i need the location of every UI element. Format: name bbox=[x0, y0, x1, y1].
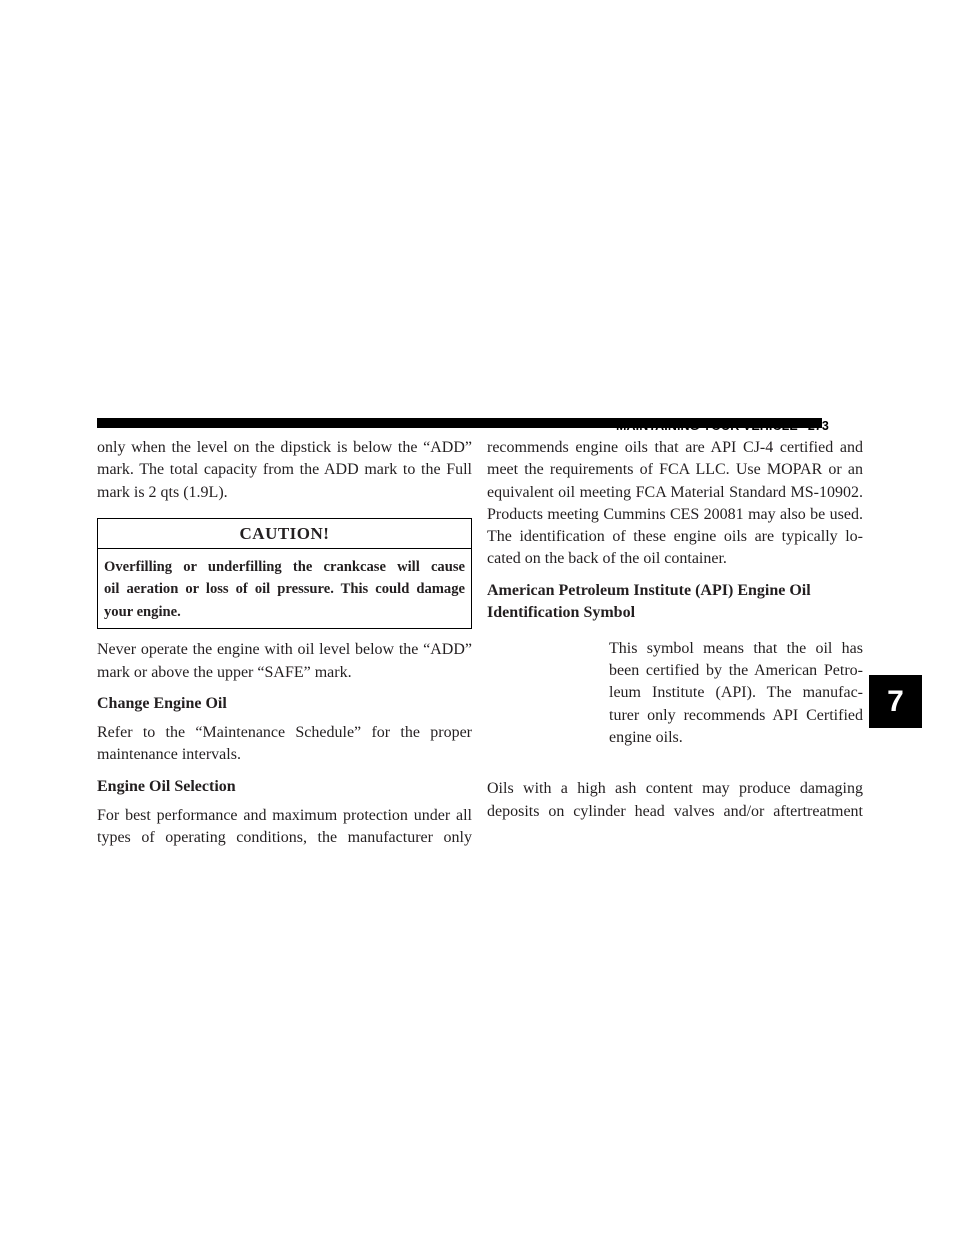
text-line: your engine. bbox=[104, 603, 181, 620]
text-line: Oils with a high ash content may produce damaging bbox=[487, 780, 863, 798]
continued-paragraph bbox=[487, 437, 863, 571]
text-line: cated on the back of the oil container. bbox=[487, 550, 727, 568]
change-oil-paragraph bbox=[97, 722, 472, 767]
never-operate-paragraph bbox=[97, 639, 472, 684]
oil-selection-paragraph bbox=[97, 805, 472, 850]
text-line: been certified by the American Petro- bbox=[609, 662, 863, 680]
text-line: This symbol means that the oil has bbox=[609, 639, 863, 657]
text-line: mark or above the upper “SAFE” mark. bbox=[97, 663, 352, 681]
text-line: types of operating conditions, the manufacturer only bbox=[97, 828, 472, 846]
text-line: oil aeration or loss of oil pressure. This could damage bbox=[104, 581, 465, 598]
section-title: MAINTAINING YOUR VEHICLE bbox=[616, 419, 798, 433]
intro-paragraph bbox=[97, 437, 472, 504]
text-line: mark is 2 qts (1.9L). bbox=[97, 483, 228, 501]
text-line: mark. The total capacity from the ADD mark to the Full bbox=[97, 461, 472, 479]
text-line: Identification Symbol bbox=[487, 603, 636, 621]
text-line: only when the level on the dipstick is below the “ADD” bbox=[97, 439, 472, 456]
text-line: meet the requirements of FCA LLC. Use MOPAR or an bbox=[487, 461, 863, 479]
text-line: maintenance intervals. bbox=[97, 746, 241, 764]
text-line: turer only recommends API Certified bbox=[609, 706, 863, 724]
text-line: The identification of these engine oils are typically lo- bbox=[487, 528, 863, 546]
caution-text bbox=[98, 549, 471, 629]
caution-title: CAUTION! bbox=[98, 519, 471, 549]
text-line: recommends engine oils that are API CJ-4 certified and bbox=[487, 439, 863, 456]
oil-selection-heading: Engine Oil Selection bbox=[97, 777, 236, 795]
text-line: deposits on cylinder head valves and/or aftertreatment bbox=[487, 802, 863, 820]
text-line: For best performance and maximum protection under all bbox=[97, 806, 472, 824]
api-symbol-heading bbox=[487, 580, 863, 624]
chapter-tab: 7 bbox=[869, 675, 922, 728]
running-header bbox=[616, 419, 829, 433]
text-line: leum Institute (API). The manufac- bbox=[609, 684, 863, 702]
text-line: equivalent oil meeting FCA Material Standard MS-10902. bbox=[487, 483, 863, 501]
text-line: Refer to the “Maintenance Schedule” for the proper bbox=[97, 723, 472, 741]
text-line: Products meeting Cummins CES 20081 may also be used. bbox=[487, 505, 863, 523]
ash-content-paragraph bbox=[487, 778, 863, 823]
text-line: Overfilling or underfilling the crankcase will cause bbox=[104, 558, 465, 575]
caution-box bbox=[97, 518, 472, 630]
right-column bbox=[487, 437, 863, 823]
change-oil-heading: Change Engine Oil bbox=[97, 694, 227, 712]
page-number: 273 bbox=[807, 419, 829, 433]
left-column bbox=[97, 437, 472, 849]
api-symbol-description bbox=[609, 638, 863, 749]
text-line: engine oils. bbox=[609, 728, 683, 746]
text-line: Never operate the engine with oil level below the “ADD” bbox=[97, 641, 472, 659]
text-line: American Petroleum Institute (API) Engine Oil bbox=[487, 581, 811, 599]
